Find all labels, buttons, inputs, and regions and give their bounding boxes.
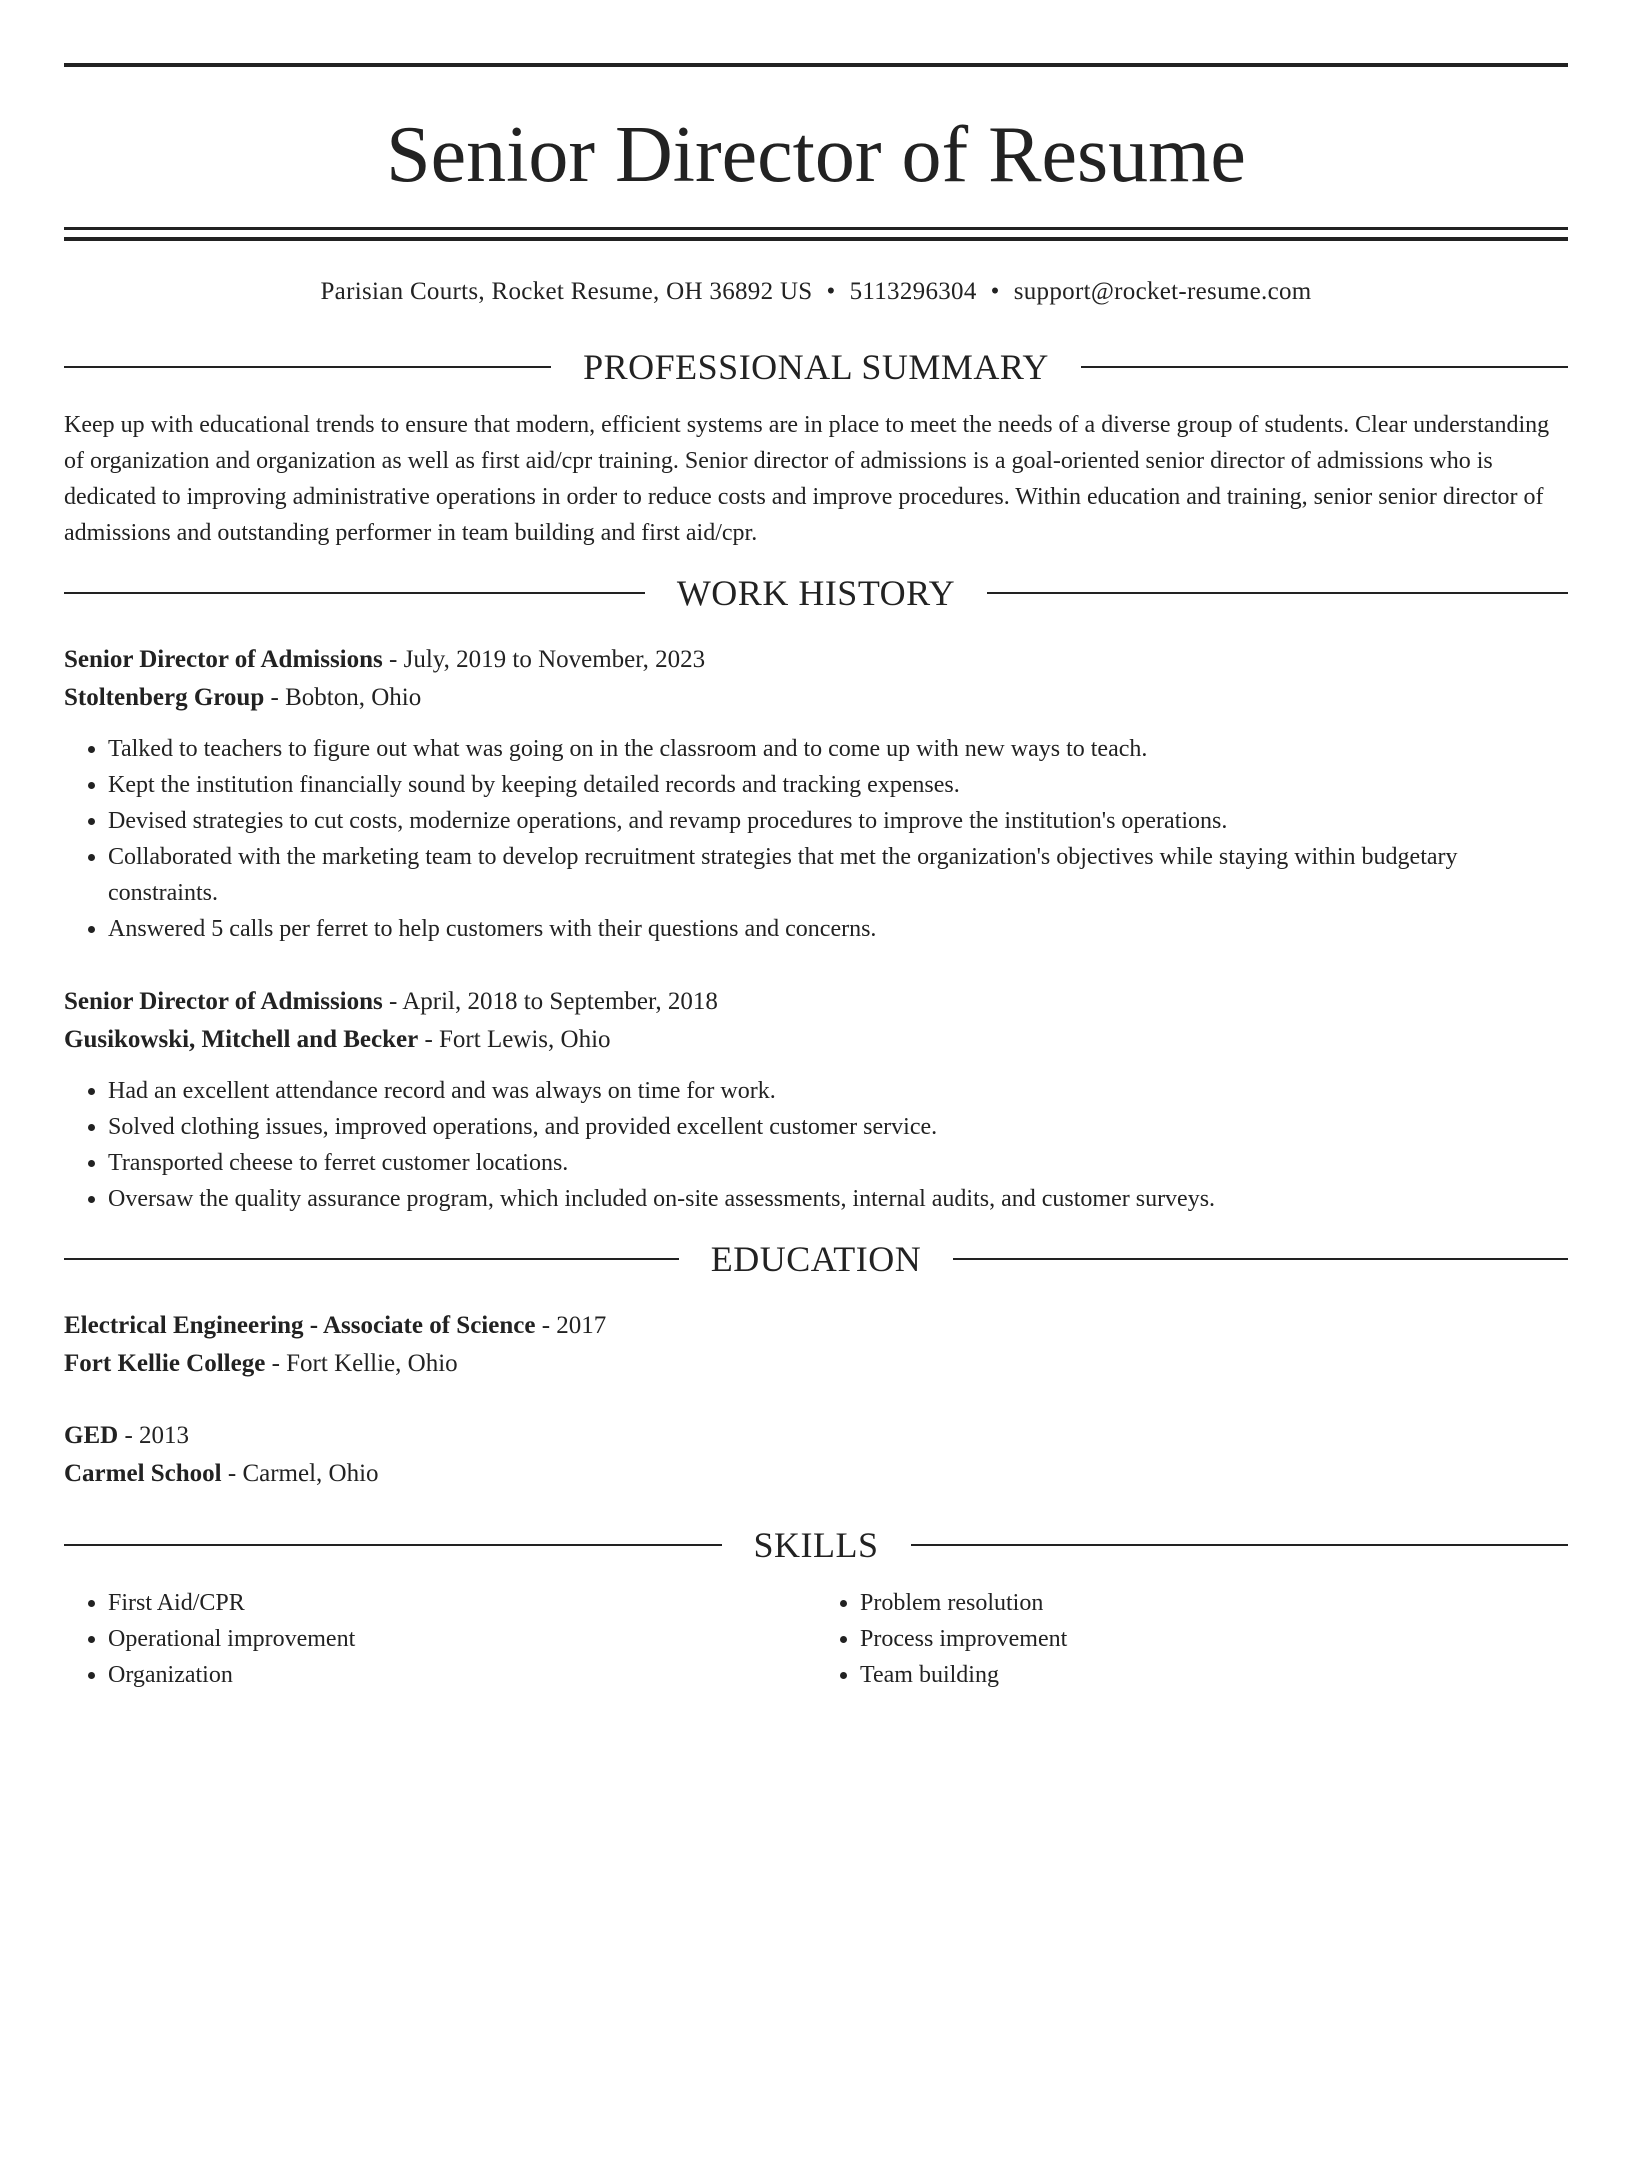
job-location: - Bobton, Ohio [264,684,422,711]
education-school: Carmel School [64,1460,222,1487]
job-title-line [64,983,1568,1021]
list-item: • Devised strategies to cut costs, modernize operations, and revamp procedures to improve the institution's operations. [108,803,1568,839]
contact-separator: • [990,278,1000,305]
job-company: Stoltenberg Group [64,684,265,711]
contact-address: Parisian Courts, Rocket Resume, OH 36892 US [320,278,813,305]
job-duties-list [64,1073,1568,1217]
skill-item: • Team building [860,1657,1568,1693]
education-school-line [64,1345,1568,1383]
education-location: - Carmel, Ohio [221,1460,379,1487]
education-degree: Electrical Engineering - Associate of Science [64,1312,536,1339]
education-school-line [64,1455,1568,1493]
skills-columns [64,1585,1568,1693]
heading-rule [64,1258,679,1260]
section-heading-skills [64,1523,1568,1567]
skill-item: • Process improvement [860,1621,1568,1657]
skill-item: • First Aid/CPR [108,1585,816,1621]
job-location: - Fort Lewis, Ohio [418,1026,611,1053]
list-item: • Transported cheese to ferret customer locations. [108,1145,1568,1181]
skill-item: • Operational improvement [108,1621,816,1657]
job-dates: - April, 2018 to September, 2018 [382,988,718,1015]
resume-page [0,63,1632,2175]
section-heading-work-history [64,571,1568,615]
heading-rule [987,592,1568,594]
heading-rule [64,366,551,368]
heading-rule [64,592,645,594]
education-location: - Fort Kellie, Ohio [265,1350,458,1377]
contact-line [64,275,1568,309]
section-heading-summary [64,345,1568,389]
skills-list-left [64,1585,816,1693]
header-double-rule [64,227,1568,241]
education-year: - 2013 [118,1422,190,1449]
resume-name: Senior Director of Resume [386,111,1246,199]
heading-rule [953,1258,1568,1260]
job-position: Senior Director of Admissions [64,988,383,1015]
section-title: WORK HISTORY [676,573,956,613]
job-title-line [64,641,1568,679]
contact-email: support@rocket-resume.com [1013,278,1312,305]
skill-item: • Problem resolution [860,1585,1568,1621]
job-position: Senior Director of Admissions [64,646,383,673]
list-item: • Collaborated with the marketing team to develop recruitment strategies that met the organization's objectives while staying within budgetary constraints. [108,839,1568,911]
list-item: • Kept the institution financially sound by keeping detailed records and tracking expenses. [108,767,1568,803]
section-heading-education [64,1237,1568,1281]
list-item: • Talked to teachers to figure out what was going on in the classroom and to come up with new ways to teach. [108,731,1568,767]
job-entry [64,983,1568,1217]
section-title: SKILLS [753,1525,879,1565]
education-school: Fort Kellie College [64,1350,266,1377]
heading-rule [64,1544,722,1546]
education-degree: GED [64,1422,119,1449]
heading-rule [911,1544,1569,1546]
job-duties-list [64,731,1568,947]
section-title: PROFESSIONAL SUMMARY [583,347,1049,387]
job-company: Gusikowski, Mitchell and Becker [64,1026,419,1053]
education-entry [64,1307,1568,1383]
heading-rule [1081,366,1568,368]
section-title: EDUCATION [710,1239,922,1279]
contact-phone: 5113296304 [849,278,977,305]
list-item: • Answered 5 calls per ferret to help customers with their questions and concerns. [108,911,1568,947]
job-company-line [64,1021,1568,1059]
job-company-line [64,679,1568,717]
skill-item: • Organization [108,1657,816,1693]
list-item: • Had an excellent attendance record and was always on time for work. [108,1073,1568,1109]
summary-text: Keep up with educational trends to ensure that modern, efficient systems are in place to meet the needs of a diverse group of students. Clear understanding of organization and organization as well as first aid/cpr training. Senior director of admissions is a goal-oriented senior director of admissions who is dedicated to improving administrative operations in order to reduce costs and improve procedures. Within education and training, senior senior director of admissions and outstanding performer in team building and first aid/cpr. [64,412,1550,546]
job-dates: - July, 2019 to November, 2023 [382,646,706,673]
job-entry [64,641,1568,947]
list-item: • Oversaw the quality assurance program, which included on-site assessments, internal audits, and customer surveys. [108,1181,1568,1217]
header-top-rule [64,63,1568,67]
contact-separator: • [826,278,836,305]
education-entry [64,1417,1568,1493]
list-item: • Solved clothing issues, improved operations, and provided excellent customer service. [108,1109,1568,1145]
education-degree-line [64,1417,1568,1455]
education-year: - 2017 [535,1312,607,1339]
skills-list-right [816,1585,1568,1693]
education-degree-line [64,1307,1568,1345]
